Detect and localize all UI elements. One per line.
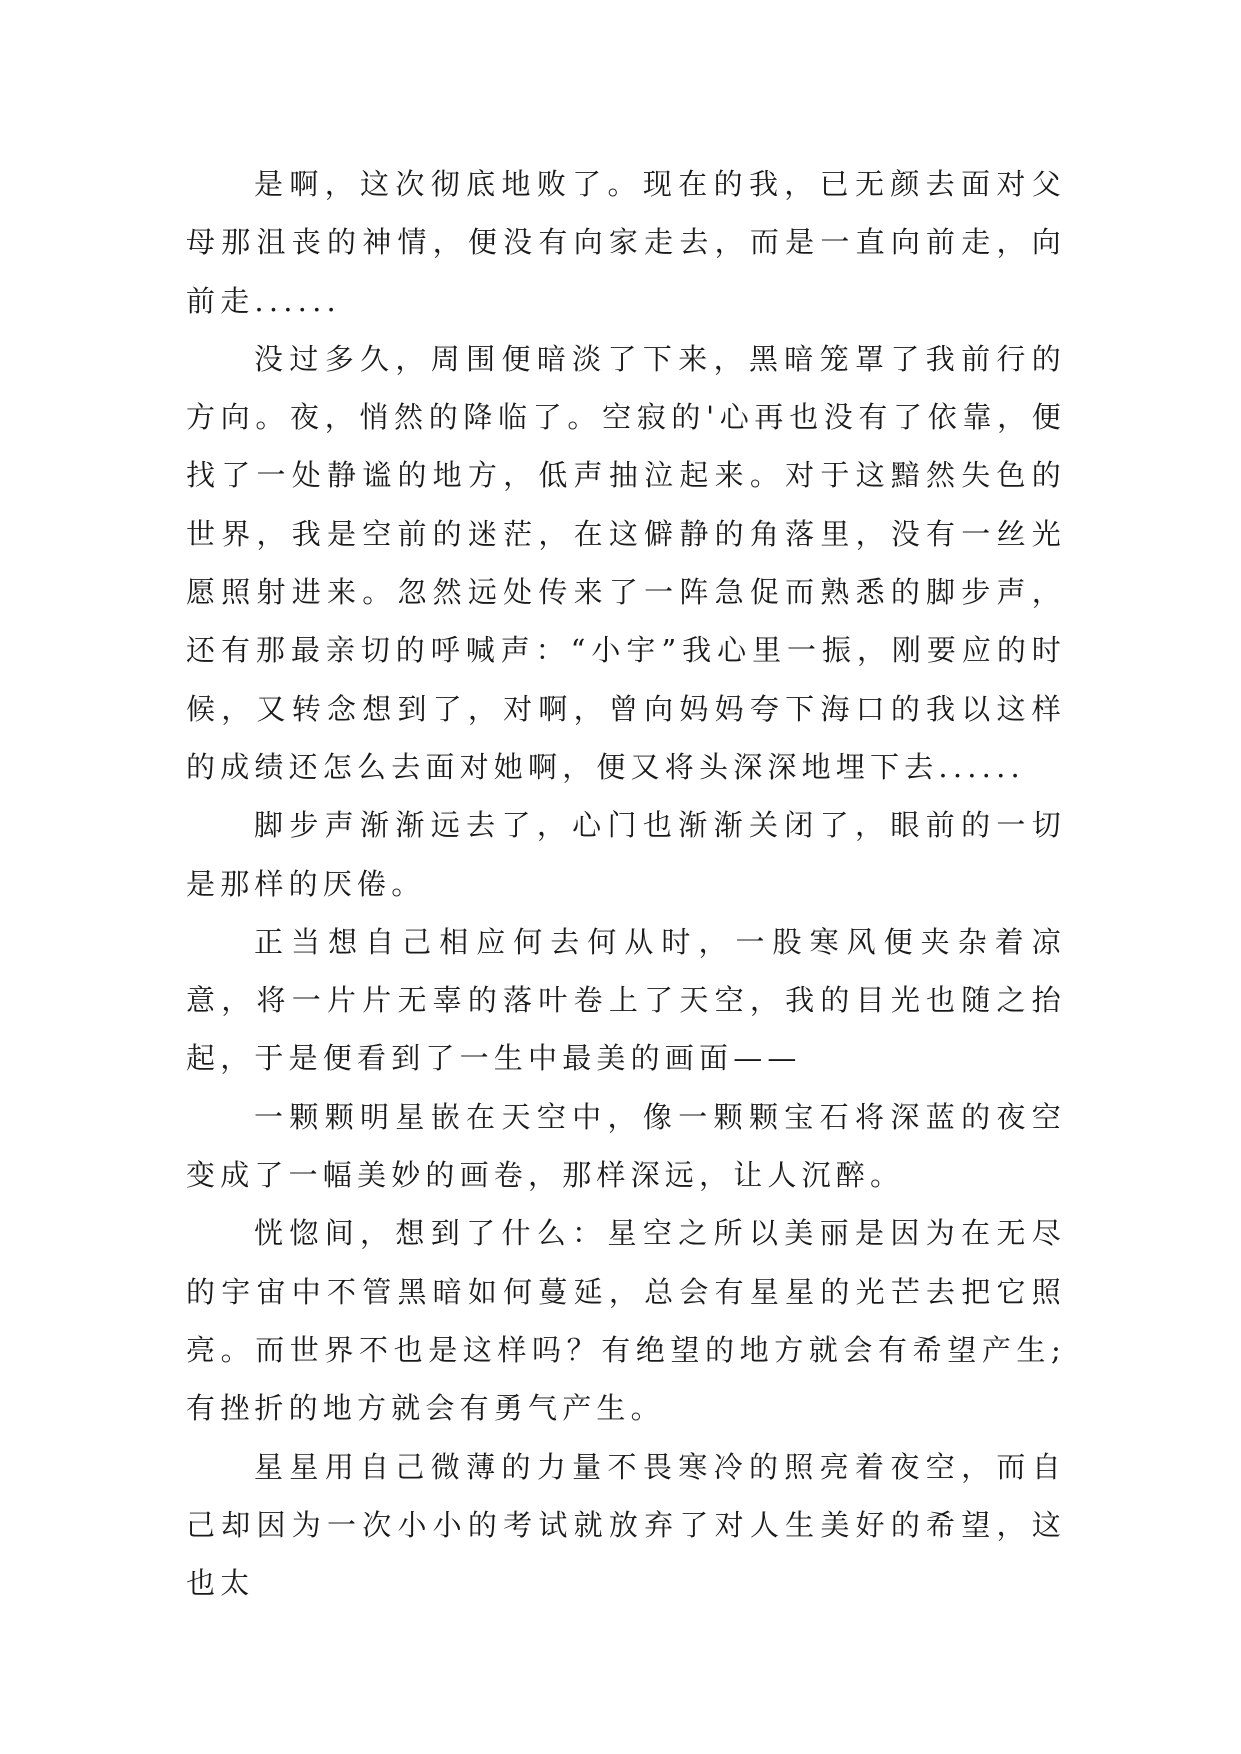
paragraph-5: 一颗颗明星嵌在天空中，像一颗颗宝石将深蓝的夜空变成了一幅美妙的画卷，那样深远，让人沉醉。: [186, 1099, 1066, 1193]
paragraph-2: 没过多久，周围便暗淡了下来，黑暗笼罩了我前行的方向。夜，悄然的降临了。空寂的'心再也没有了依靠，便找了一处静谧的地方，低声抽泣起来。对于这黯然失色的世界，我是空前的迷茫，在这僻静的角落里，没有一丝光愿照射进来。忽然远处传来了一阵急促而熟悉的脚步声，还有那最亲切的呼喊声：“小宇”我心里一振，刚要应的时候，又转念想到了，对啊，曾向妈妈夸下海口的我以这样的成绩还怎么去面对她啊，便又将头深深地埋下去......: [186, 341, 1066, 784]
document-body: [186, 155, 1066, 1612]
paragraph-7: 星星用自己微薄的力量不畏寒冷的照亮着夜空，而自己却因为一次小小的考试就放弃了对人生美好的希望，这也太: [186, 1449, 1066, 1601]
paragraph-4: 正当想自己相应何去何从时，一股寒风便夹杂着凉意，将一片片无辜的落叶卷上了天空，我的目光也随之抬起，于是便看到了一生中最美的画面——: [186, 924, 1066, 1076]
paragraph-6: 恍惚间，想到了什么：星空之所以美丽是因为在无尽的宇宙中不管黑暗如何蔓延，总会有星星的光芒去把它照亮。而世界不也是这样吗？有绝望的地方就会有希望产生;有挫折的地方就会有勇气产生。: [186, 1216, 1066, 1426]
paragraph-1: 是啊，这次彻底地败了。现在的我，已无颜去面对父母那沮丧的神情，便没有向家走去，而是一直向前走，向前走......: [186, 167, 1066, 318]
paragraph-3: 脚步声渐渐远去了，心门也渐渐关闭了，眼前的一切是那样的厌倦。: [186, 808, 1066, 901]
